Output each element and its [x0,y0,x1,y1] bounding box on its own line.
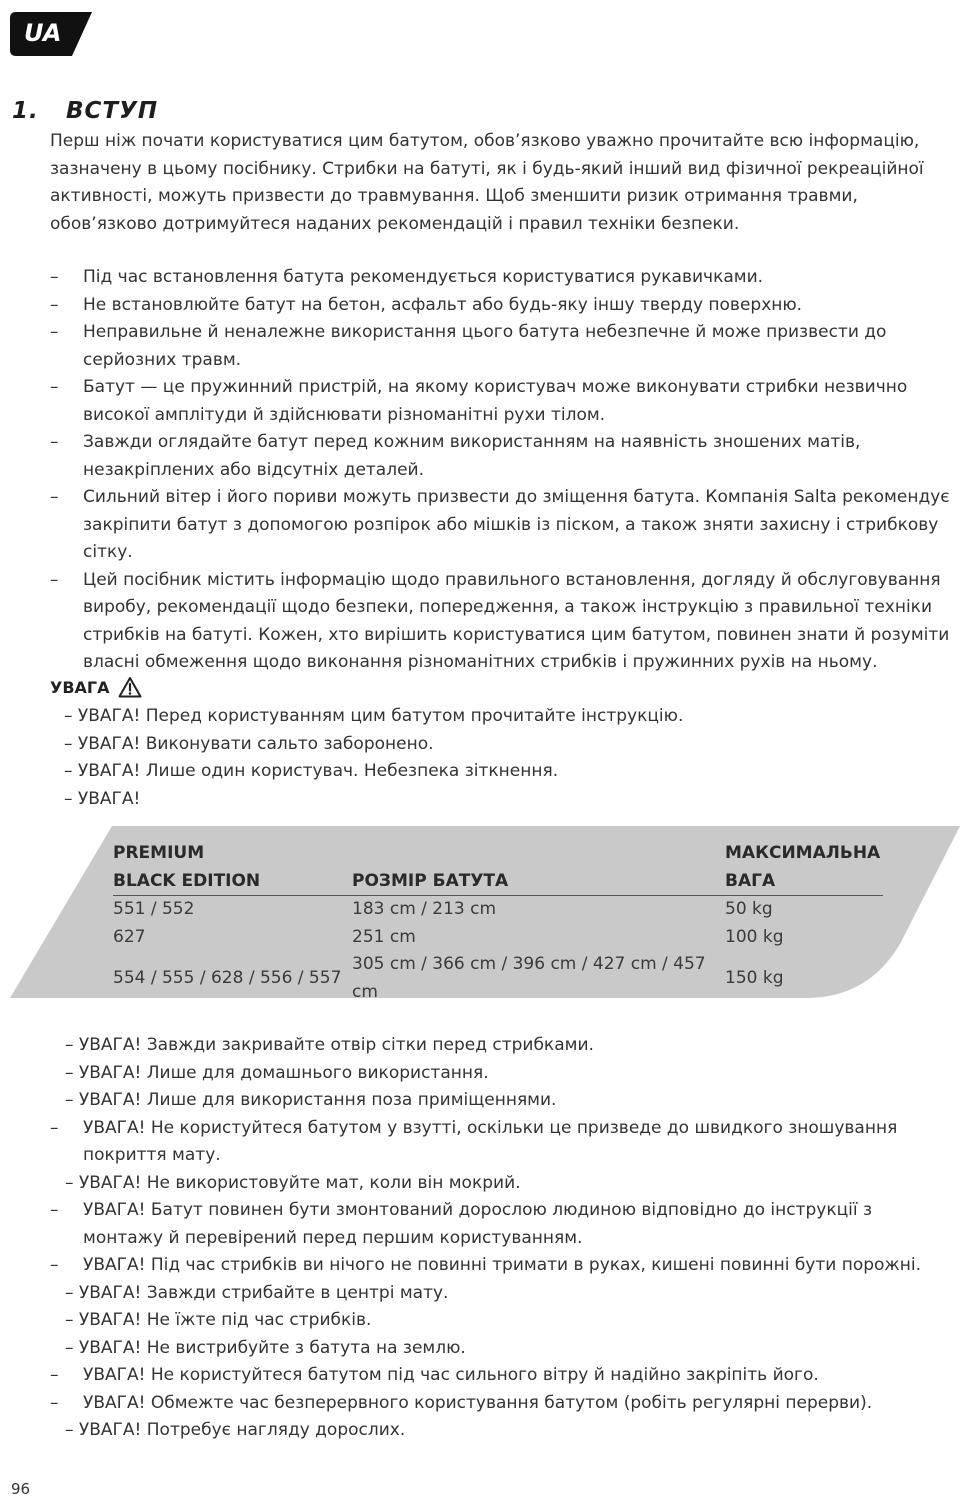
table-row [113,951,883,1006]
list-item: – УВАГА! Не використовуйте мат, коли він мокрий. [65,1172,521,1193]
bullet-dash: – [50,377,59,397]
bullet-dash: – [50,1200,59,1220]
list-item: – Батут — це пружинний пристрій, на якому користувач може виконувати стрибки незвично високої амплітуди й здійснювати різноманітні рухи тілом. [50,374,952,429]
table-row [113,924,883,952]
bullet-dash: – [50,1365,59,1385]
list-item: – УВАГА! Не їжте під час стрибків. [65,1310,372,1330]
list-item: – Неправильне й неналежне використання цього батута небезпечне й може призвести до серйозних травм. [50,319,952,374]
bullet-dash: – [50,569,59,590]
list-item: – УВАГА! Лише один користувач. Небезпека зіткнення. [64,761,559,781]
list-item: – УВАГА! Потребує нагляду дорослих. [65,1420,406,1440]
language-code: UA [24,19,62,47]
warning-heading [50,676,142,698]
bullet-dash: – [50,487,59,507]
cell-model: 551 / 552 [113,899,195,919]
list-item: – Не встановлюйте батут на бетон, асфальт або будь-яку іншу тверду поверхню. [50,292,952,320]
list-item: – УВАГА! Виконувати сальто заборонено. [64,733,434,754]
cell-weight: 100 kg [725,926,784,947]
cell-weight: 50 kg [725,899,773,919]
list-item: – УВАГА! Батут повинен бути змонтований дорослою людиною відповідно до інструкції з монтажу й перевірений перед першим користуванням. [50,1197,952,1252]
list-item: – Сильний вітер і його пориви можуть призвести до зміщення батута. Компанія Salta рекомендує закріпити батут з допомогою розпірок або мішків із піском, а також зняти захисну і стрибкову сітку. [50,484,952,567]
list-item: – УВАГА! Не вистрибуйте з батута на землю. [65,1337,466,1358]
cell-size: 183 cm / 213 cm [352,899,497,919]
section-number: 1. [12,98,39,124]
bullet-dash: – [50,1117,59,1138]
cell-size: 305 cm / 366 cm / 396 cm / 427 cm / 457 cm [352,954,706,1002]
warning-triangle-icon [118,676,142,698]
spec-table [113,840,883,1006]
list-item: – УВАГА! Лише для домашнього використання. [65,1062,489,1083]
list-item: – УВАГА! Завжди стрибайте в центрі мату. [65,1282,449,1303]
section-title [12,98,158,124]
column-header-weight: МАКСИМАЛЬНА ВАГА [725,840,883,896]
cell-model: 627 [113,926,146,947]
cell-size: 251 cm [352,926,416,947]
list-item: – УВАГА! Лише для використання поза приміщеннями. [65,1090,557,1110]
list-item: – УВАГА! Обмежте час безперервного користування батутом (робіть регулярні перерви). [50,1390,952,1418]
list-item: – УВАГА! Завжди закривайте отвір сітки перед стрибками. [65,1035,594,1055]
table-row [113,896,883,924]
list-item: – УВАГА! Під час стрибків ви нічого не повинні тримати в руках, кишені повинні бути порожні. [50,1252,952,1280]
list-item: – Завжди оглядайте батут перед кожним використанням на наявність зношених матів, незакріплених або відсутніх деталей. [50,429,952,484]
list-item: – УВАГА! Перед користуванням цим батутом прочитайте інструкцію. [64,706,684,726]
list-item: – УВАГА! [64,788,141,809]
intro-paragraph: Перш ніж почати користуватися цим батутом, обов’язково уважно прочитайте всю інформацію, зазначену в цьому посібнику. Стрибки на батуті, як і будь-який інший вид фізичної рекреаційної активності, можуть призвести до травмування. Щоб зменшити ризик отримання травми, обов’язково дотримуйтеся наданих рекомендацій і правил техніки безпеки. [50,131,924,234]
bullet-dash: – [50,267,59,287]
list-item: – УВАГА! Не користуйтеся батутом під час сильного вітру й надійно закріпіть його. [50,1362,952,1390]
section-title-text: ВСТУП [66,98,159,124]
bullet-dash: – [50,1255,59,1275]
bullet-dash: – [50,322,59,342]
list-item: – Цей посібник містить інформацію щодо правильного встановлення, догляду й обслуговування виробу, рекомендації щодо безпеки, попередження, а також інструкцію з правильної техніки стрибків на батуті. Кожен, хто вирішить користуватися цим батутом, повинен знати й розуміти власні обмеження щодо виконання різноманітних стрибків і пружинних рухів на ньому. [50,567,952,677]
language-badge [10,12,92,56]
cell-weight: 150 kg [725,967,784,988]
list-item: – УВАГА! Не користуйтеся батутом у взутті, оскільки це призведе до швидкого зношування покриття мату. [50,1115,952,1170]
cell-model: 554 / 555 / 628 / 556 / 557 [113,967,342,988]
column-header-size: РОЗМІР БАТУТА [352,840,725,896]
bullet-dash: – [50,1392,59,1413]
warning-list-bottom [50,1032,952,1445]
intro-bullet-list [50,264,952,677]
warning-list-top [64,703,683,813]
warning-heading-text: УВАГА [50,677,110,697]
table-header-row [113,840,883,896]
bullet-dash: – [50,432,59,452]
bullet-dash: – [50,294,59,315]
list-item: – Під час встановлення батута рекомендується користуватися рукавичками. [50,264,952,292]
page-number: 96 [11,1480,31,1498]
column-header-model: PREMIUM BLACK EDITION [113,840,352,896]
